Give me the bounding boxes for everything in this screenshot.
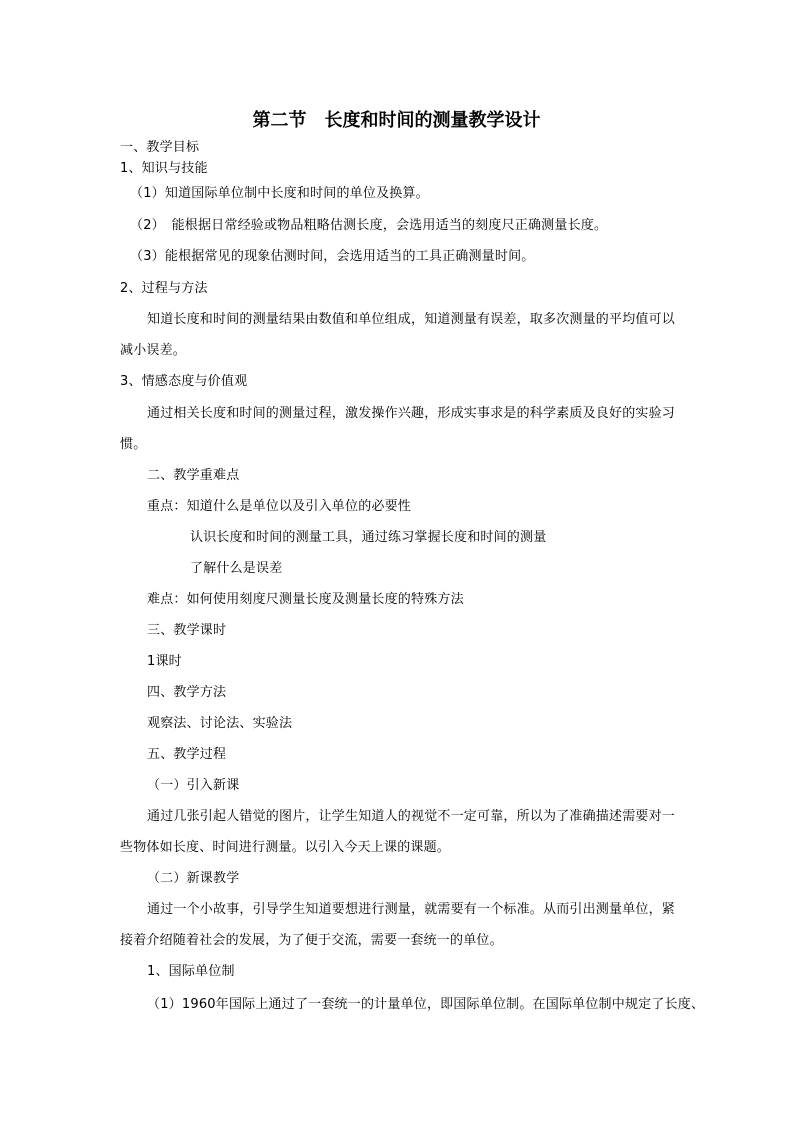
title-section: 第二节	[252, 110, 307, 131]
goal-item-1: （1）知道国际单位制中长度和时间的单位及换算。	[130, 186, 429, 201]
subheading-si-units: 1、国际单位制	[147, 964, 235, 979]
heading-class-hours: 三、教学课时	[147, 623, 227, 638]
subheading-new-lesson: （二）新课教学	[147, 871, 240, 886]
subheading-attitude-values: 3、情感态度与价值观	[120, 374, 248, 389]
subheading-process-method: 2、过程与方法	[120, 281, 208, 296]
document-title	[0, 106, 793, 132]
teaching-methods-value: 观察法、讨论法、实验法	[147, 716, 293, 731]
goal-item-2: （2） 能根据日常经验或物品粗略估测长度，会选用适当的刻度尺正确测量长度。	[130, 218, 608, 233]
key-point-line: 重点：知道什么是单位以及引入单位的必要性	[147, 499, 412, 514]
paragraph-line: 通过相关长度和时间的测量过程，激发操作兴趣，形成实事求是的科学素质及良好的实验习	[147, 406, 676, 421]
subheading-introduction: （一）引入新课	[147, 778, 240, 793]
heading-teaching-process: 五、教学过程	[147, 747, 227, 762]
subheading-knowledge-skills: 1、知识与技能	[120, 161, 208, 176]
paragraph-line: 惯。	[120, 437, 147, 452]
difficult-point-line: 难点：如何使用刻度尺测量长度及测量长度的特殊方法	[147, 592, 464, 607]
paragraph-line: （1）1960年国际上通过了一套统一的计量单位，即国际单位制。在国际单位制中规定了长度、	[147, 997, 705, 1012]
paragraph-line: 知道长度和时间的测量结果由数值和单位组成，知道测量有误差，取多次测量的平均值可以	[147, 312, 676, 327]
paragraph-line: 接着介绍随着社会的发展，为了便于交流，需要一套统一的单位。	[120, 933, 503, 948]
key-point-line: 了解什么是误差	[190, 561, 283, 576]
paragraph-line: 减小误差。	[120, 343, 187, 358]
heading-key-difficult-points: 二、教学重难点	[147, 468, 240, 483]
goal-item-3: （3）能根据常见的现象估测时间，会选用适当的工具正确测量时间。	[130, 249, 535, 264]
heading-teaching-goals: 一、教学目标	[120, 140, 200, 155]
heading-teaching-methods: 四、教学方法	[147, 685, 227, 700]
paragraph-line: 通过一个小故事，引导学生知道要想进行测量，就需要有一个标准。从而引出测量单位，紧	[147, 902, 676, 917]
title-text: 长度和时间的测量教学设计	[324, 110, 541, 131]
paragraph-line: 通过几张引起人错觉的图片，让学生知道人的视觉不一定可靠，所以为了准确描述需要对一	[147, 809, 676, 824]
paragraph-line: 些物体如长度、时间进行测量。以引入今天上课的课题。	[120, 840, 451, 855]
key-point-line: 认识长度和时间的测量工具，通过练习掌握长度和时间的测量	[190, 530, 547, 545]
class-hours-value: 1课时	[147, 654, 182, 669]
